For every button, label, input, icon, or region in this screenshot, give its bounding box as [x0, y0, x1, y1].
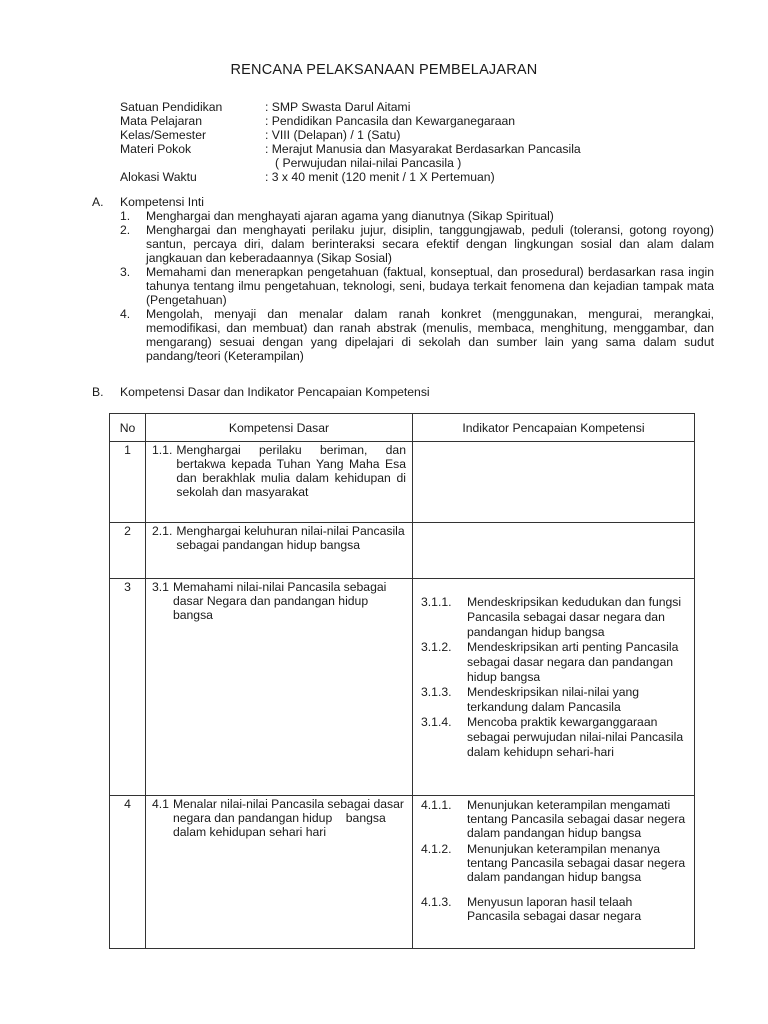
indicator-text: Menunjukan keterampilan mengamati tentang Pancasila sebagai dasar negera dalam pandangan hidup bangsa: [467, 798, 686, 840]
indicator-number: 3.1.1.: [421, 595, 452, 609]
page-title: RENCANA PELAKSANAAN PEMBELAJARAN: [230, 62, 538, 78]
list-item-number: 4.: [120, 307, 131, 321]
section-heading: [92, 385, 714, 399]
section-letter: B.: [92, 385, 104, 399]
column-header-no: No: [110, 414, 146, 442]
kd-entry: [146, 579, 412, 628]
table-row: [110, 579, 695, 796]
column-header-kompetensi-dasar: Kompetensi Dasar: [146, 414, 413, 442]
identity-row: [120, 142, 720, 170]
kd-number: 2.1.: [152, 524, 173, 538]
list-item: [120, 223, 714, 265]
indicator-list: [413, 579, 694, 764]
table-header-row: [110, 414, 695, 442]
kd-number: 4.1: [152, 797, 169, 811]
identity-label: Alokasi Waktu: [120, 170, 197, 184]
list-item-number: 3.: [120, 265, 131, 279]
list-item-number: 1.: [120, 209, 131, 223]
identity-value: [265, 142, 720, 170]
indicator-number: 4.1.1.: [421, 798, 452, 812]
kd-entry: [146, 442, 412, 505]
indicator-text: Mendeskripsikan arti penting Pancasila sebagai dasar negara dan pandangan hidup bangsa: [467, 640, 679, 684]
identity-row: [120, 128, 720, 142]
kd-cell: [146, 523, 413, 579]
indicator-text: Mendeskripsikan nilai-nilai yang terkandung dalam Pancasila: [467, 685, 640, 714]
indicator-number: 3.1.3.: [421, 685, 452, 699]
kd-text: Menghargai keluhuran nilai-nilai Pancasila sebagai pandangan hidup bangsa: [176, 524, 405, 552]
section-heading: [92, 195, 714, 209]
kd-cell: [146, 442, 413, 523]
indicator-item: [421, 895, 688, 923]
kd-cell: [146, 579, 413, 796]
list-item-text: Menghargai dan menghayati perilaku jujur, disiplin, tanggungjawab, peduli (toleransi, gotong royong) santun, percaya diri, dalam berinteraksi secara efektif dengan lingkungan sosial dan alam dalam jangkauan dan keberadaannya (Sikap Sosial): [146, 223, 714, 265]
identity-block: [120, 100, 720, 184]
section-title: Kompetensi Inti: [120, 195, 205, 209]
list-item: [120, 265, 714, 307]
identity-value: : SMP Swasta Darul Aitami: [265, 100, 411, 114]
ki-list: [120, 209, 714, 363]
table-row: [110, 796, 695, 949]
row-number: 2: [110, 523, 146, 579]
table-row: [110, 523, 695, 579]
section-title: Kompetensi Dasar dan Indikator Pencapaian Kompetensi: [120, 385, 430, 399]
list-item: [120, 307, 714, 363]
column-header-indikator: Indikator Pencapaian Kompetensi: [413, 414, 695, 442]
indicator-number: 3.1.2.: [421, 640, 452, 654]
list-item-text: Menghargai dan menghayati ajaran agama yang dianutnya (Sikap Spiritual): [146, 209, 554, 223]
identity-row: [120, 170, 720, 184]
identity-label: Mata Pelajaran: [120, 114, 202, 128]
kd-number: 3.1: [152, 580, 169, 594]
row-number: 3: [110, 579, 146, 796]
section-kompetensi-dasar: [92, 385, 714, 399]
kd-number: 1.1.: [152, 443, 173, 457]
indicator-number: 3.1.4.: [421, 715, 452, 729]
identity-value-continuation: ( Perwujudan nilai-nilai Pancasila ): [275, 156, 462, 170]
indicator-cell: [413, 442, 695, 523]
identity-label: Satuan Pendidikan: [120, 100, 223, 114]
identity-value-text: : Merajut Manusia dan Masyarakat Berdasarkan Pancasila: [265, 142, 581, 156]
section-kompetensi-inti: [92, 195, 714, 363]
indicator-list: [413, 796, 694, 927]
indicator-item: [421, 685, 688, 715]
identity-value: : 3 x 40 menit (120 menit / 1 X Pertemuan): [265, 170, 495, 184]
list-item-number: 2.: [120, 223, 131, 237]
kd-text: Memahami nilai-nilai Pancasila sebagai dasar Negara dan pandangan hidup bangsa: [172, 580, 387, 622]
identity-label: Materi Pokok: [120, 142, 192, 156]
identity-row: [120, 114, 720, 128]
kd-cell: [146, 796, 413, 949]
indicator-item: [421, 595, 688, 640]
kd-text: Menalar nilai-nilai Pancasila sebagai dasar negara dan pandangan hidup bangsa dalam kehidupan sehari hari: [172, 797, 408, 839]
identity-label: Kelas/Semester: [120, 128, 207, 142]
indicator-item: [421, 640, 688, 685]
section-letter: A.: [92, 195, 104, 209]
indicator-number: 4.1.3.: [421, 895, 452, 909]
indicator-text: Mencoba praktik kewarganggaraan sebagai perwujudan nilai-nilai Pancasila dalam kehidupn sehari-hari: [467, 715, 684, 759]
list-item: [120, 209, 714, 223]
indicator-item: [421, 715, 688, 760]
identity-value: : Pendidikan Pancasila dan Kewarganegaraan: [265, 114, 516, 128]
indicator-text: Menunjukan keterampilan menanya tentang Pancasila sebagai dasar negera dalam pandangan hidup bangsa: [467, 842, 686, 884]
row-number: 1: [110, 442, 146, 523]
indicator-text: Menyusun laporan hasil telaah Pancasila sebagai dasar negara: [467, 895, 642, 923]
row-number: 4: [110, 796, 146, 949]
kd-text: Menghargai perilaku beriman, dan bertakwa kepada Tuhan Yang Maha Esa dan berakhlak mulia dalam kehidupan di sekolah dan masyarakat: [176, 443, 406, 499]
indicator-cell: [413, 523, 695, 579]
identity-value: : VIII (Delapan) / 1 (Satu): [265, 128, 401, 142]
identity-row: [120, 100, 720, 114]
indicator-item: [421, 842, 688, 884]
kd-entry: [146, 796, 412, 845]
kd-entry: [146, 523, 412, 558]
indicator-text: Mendeskripsikan kedudukan dan fungsi Pancasila sebagai dasar negara dan pandangan hidup bangsa: [467, 595, 682, 639]
indicator-cell: [413, 796, 695, 949]
list-item-text: Memahami dan menerapkan pengetahuan (faktual, konseptual, dan prosedural) berdasarkan rasa ingin tahunya tentang ilmu pengetahuan, teknologi, seni, budaya terkait fenomena dan kejadian tampak mata (Pengetahuan): [146, 265, 714, 307]
indicator-item: [421, 798, 688, 840]
competency-table: [109, 413, 695, 949]
indicator-cell: [413, 579, 695, 796]
table-row: [110, 442, 695, 523]
list-item-text: Mengolah, menyaji dan menalar dalam ranah konkret (menggunakan, mengurai, merangkai, memodifikasi, dan membuat) dan ranah abstrak (menulis, membaca, menghitung, menggambar, dan mengarang) sesuai dengan yang dipelajari di sekolah dan sumber lain yang sama dalam sudut pandang/teori (Keterampilan): [146, 307, 714, 363]
indicator-number: 4.1.2.: [421, 842, 452, 856]
